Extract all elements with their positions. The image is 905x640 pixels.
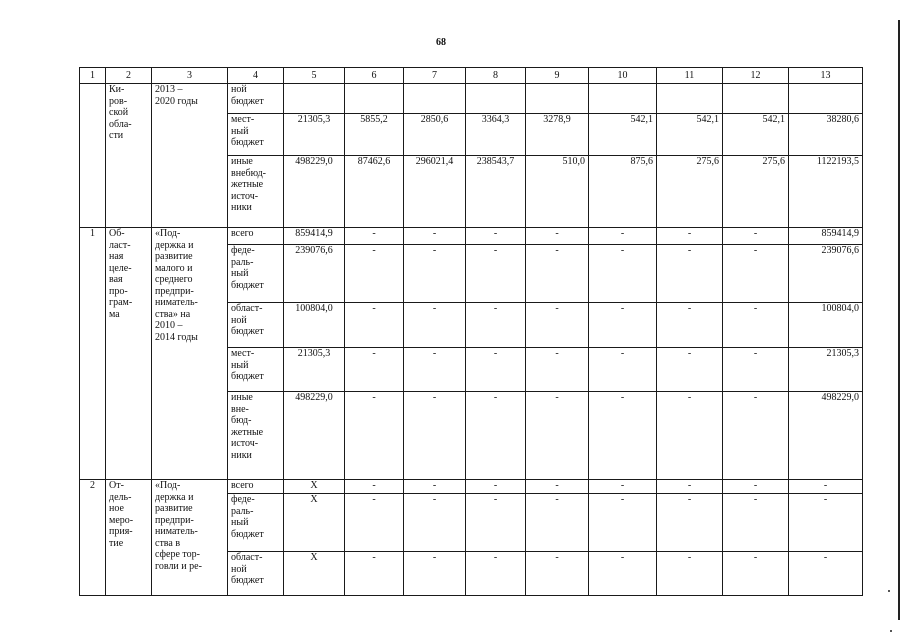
page-number: 68 — [436, 37, 446, 48]
value-cell — [723, 84, 789, 114]
value-cell: - — [723, 552, 789, 596]
value-cell: - — [657, 228, 723, 245]
value-cell: - — [723, 303, 789, 348]
header-cell: 4 — [228, 68, 284, 84]
value-cell — [657, 84, 723, 114]
value-cell — [345, 84, 404, 114]
value-cell: - — [404, 552, 466, 596]
table-row — [80, 480, 863, 494]
funding-source-cell: феде- раль- ный бюджет — [228, 494, 284, 552]
value-cell: - — [404, 494, 466, 552]
value-cell: - — [589, 303, 657, 348]
value-cell: 239076,6 — [789, 245, 863, 303]
budget-table — [79, 67, 863, 596]
value-cell: - — [789, 494, 863, 552]
value-cell: 100804,0 — [284, 303, 345, 348]
value-cell: 542,1 — [657, 114, 723, 156]
table-row — [80, 84, 863, 114]
value-cell: 498229,0 — [284, 156, 345, 228]
value-cell: - — [526, 303, 589, 348]
value-cell: 498229,0 — [789, 392, 863, 480]
header-cell: 9 — [526, 68, 589, 84]
value-cell: - — [345, 392, 404, 480]
value-cell: - — [723, 228, 789, 245]
value-cell: 510,0 — [526, 156, 589, 228]
value-cell — [526, 84, 589, 114]
funding-source-cell: ной бюджет — [228, 84, 284, 114]
program-type-cell: От- дель- ное меро- прия- тие — [106, 480, 152, 596]
header-row — [80, 68, 863, 84]
value-cell — [466, 84, 526, 114]
value-cell: 875,6 — [589, 156, 657, 228]
header-cell: 7 — [404, 68, 466, 84]
value-cell: - — [723, 392, 789, 480]
header-cell: 12 — [723, 68, 789, 84]
value-cell: 3278,9 — [526, 114, 589, 156]
value-cell: - — [466, 552, 526, 596]
value-cell: - — [526, 494, 589, 552]
program-name-cell: «Под- держка и развитие предпри- ниматель- ства в сфере тор- говли и ре- — [152, 480, 228, 596]
scan-speck — [888, 590, 890, 592]
header-cell: 3 — [152, 68, 228, 84]
value-cell: - — [589, 552, 657, 596]
value-cell: - — [526, 348, 589, 392]
value-cell: 100804,0 — [789, 303, 863, 348]
value-cell: 275,6 — [657, 156, 723, 228]
funding-source-cell: феде- раль- ный бюджет — [228, 245, 284, 303]
value-cell: - — [589, 494, 657, 552]
value-cell: - — [404, 348, 466, 392]
funding-source-cell: област- ной бюджет — [228, 552, 284, 596]
scan-edge-line — [898, 20, 900, 620]
value-cell: - — [466, 392, 526, 480]
value-cell: 21305,3 — [284, 348, 345, 392]
value-cell: 21305,3 — [789, 348, 863, 392]
value-cell — [789, 84, 863, 114]
value-cell: - — [526, 228, 589, 245]
scan-speck — [890, 630, 892, 632]
value-cell: - — [657, 303, 723, 348]
value-cell: - — [657, 392, 723, 480]
value-cell: 859414,9 — [284, 228, 345, 245]
value-cell: 2850,6 — [404, 114, 466, 156]
header-cell: 1 — [80, 68, 106, 84]
value-cell: - — [345, 303, 404, 348]
header-cell: 10 — [589, 68, 657, 84]
value-cell: - — [345, 228, 404, 245]
value-cell: 859414,9 — [789, 228, 863, 245]
program-name-cell: «Под- держка и развитие малого и среднего предпри- ниматель- ства» на 2010 – 2014 годы — [152, 228, 228, 480]
value-cell: 275,6 — [723, 156, 789, 228]
table-row — [80, 228, 863, 245]
program-name-cell: 2013 – 2020 годы — [152, 84, 228, 228]
value-cell: - — [404, 245, 466, 303]
value-cell: 239076,6 — [284, 245, 345, 303]
value-cell: - — [589, 348, 657, 392]
value-cell: - — [466, 228, 526, 245]
value-cell: - — [589, 392, 657, 480]
value-cell: - — [723, 480, 789, 494]
funding-source-cell: всего — [228, 480, 284, 494]
header-cell: 13 — [789, 68, 863, 84]
value-cell: - — [589, 245, 657, 303]
header-cell: 2 — [106, 68, 152, 84]
value-cell: 238543,7 — [466, 156, 526, 228]
value-cell: - — [526, 392, 589, 480]
value-cell: - — [526, 480, 589, 494]
value-cell: - — [723, 245, 789, 303]
value-cell: - — [657, 494, 723, 552]
value-cell: - — [657, 552, 723, 596]
value-cell: - — [466, 348, 526, 392]
value-cell: 542,1 — [589, 114, 657, 156]
program-type-cell: Ки- ров- ской обла- сти — [106, 84, 152, 228]
value-cell — [589, 84, 657, 114]
header-cell: 8 — [466, 68, 526, 84]
value-cell: - — [723, 494, 789, 552]
value-cell: - — [723, 348, 789, 392]
header-cell: 5 — [284, 68, 345, 84]
value-cell: 498229,0 — [284, 392, 345, 480]
value-cell: - — [404, 303, 466, 348]
funding-source-cell: мест- ный бюджет — [228, 348, 284, 392]
row-number-cell: 1 — [80, 228, 106, 480]
value-cell: - — [526, 552, 589, 596]
value-cell: - — [466, 245, 526, 303]
value-cell: - — [345, 494, 404, 552]
header-cell: 6 — [345, 68, 404, 84]
value-cell: - — [789, 552, 863, 596]
value-cell: 1122193,5 — [789, 156, 863, 228]
value-cell: X — [284, 494, 345, 552]
funding-source-cell: всего — [228, 228, 284, 245]
value-cell: - — [526, 245, 589, 303]
value-cell: - — [404, 392, 466, 480]
value-cell: - — [657, 480, 723, 494]
value-cell: - — [404, 480, 466, 494]
value-cell: 3364,3 — [466, 114, 526, 156]
value-cell: - — [657, 245, 723, 303]
value-cell: - — [345, 348, 404, 392]
value-cell — [284, 84, 345, 114]
value-cell: - — [589, 228, 657, 245]
value-cell: - — [466, 303, 526, 348]
funding-source-cell: иные внебюд- жетные источ- ники — [228, 156, 284, 228]
value-cell: X — [284, 552, 345, 596]
funding-source-cell: област- ной бюджет — [228, 303, 284, 348]
row-number-cell — [80, 84, 106, 228]
value-cell: - — [345, 480, 404, 494]
value-cell: 21305,3 — [284, 114, 345, 156]
value-cell: - — [789, 480, 863, 494]
value-cell: - — [466, 480, 526, 494]
value-cell: X — [284, 480, 345, 494]
value-cell: 542,1 — [723, 114, 789, 156]
funding-source-cell: мест- ный бюджет — [228, 114, 284, 156]
value-cell: 87462,6 — [345, 156, 404, 228]
value-cell: 296021,4 — [404, 156, 466, 228]
value-cell: - — [657, 348, 723, 392]
value-cell — [404, 84, 466, 114]
funding-source-cell: иные вне- бюд- жетные источ- ники — [228, 392, 284, 480]
program-type-cell: Об- ласт- ная целе- вая про- грам- ма — [106, 228, 152, 480]
value-cell: - — [345, 552, 404, 596]
row-number-cell: 2 — [80, 480, 106, 596]
value-cell: - — [589, 480, 657, 494]
value-cell: 38280,6 — [789, 114, 863, 156]
value-cell: - — [345, 245, 404, 303]
header-cell: 11 — [657, 68, 723, 84]
value-cell: - — [404, 228, 466, 245]
value-cell: - — [466, 494, 526, 552]
value-cell: 5855,2 — [345, 114, 404, 156]
